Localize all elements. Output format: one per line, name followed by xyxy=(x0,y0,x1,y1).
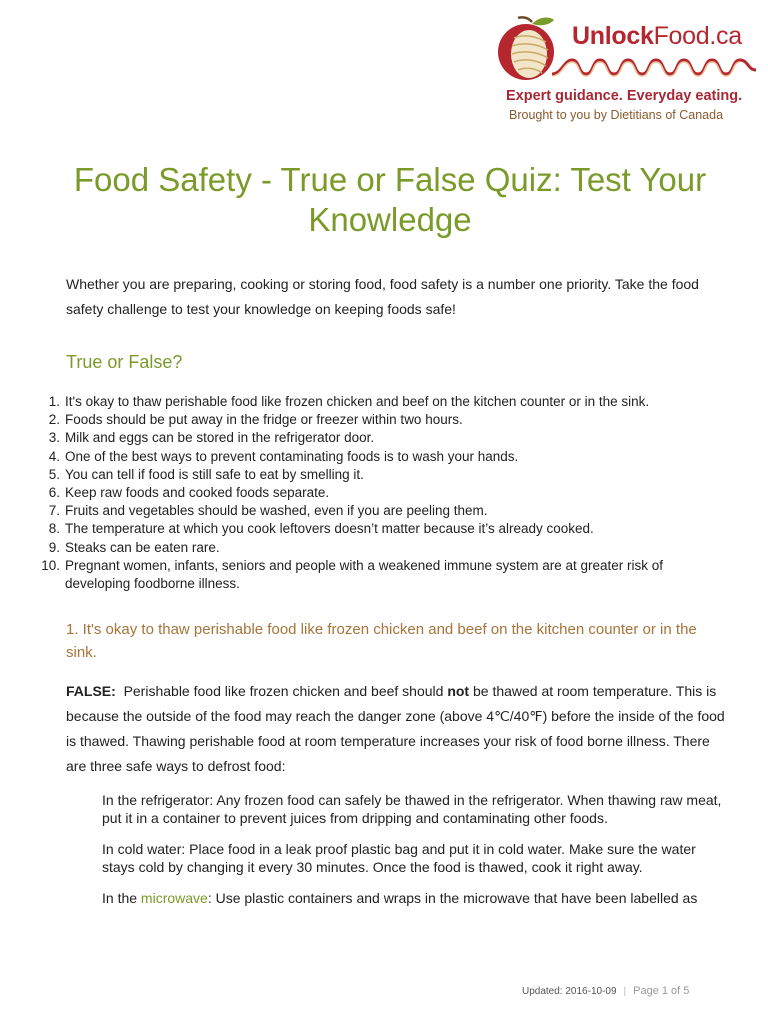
thaw-method-cold-water: In cold water: Place food in a leak proof plastic bag and put it in cold water. Make sure the water stays cold by changing it every 30 minutes. Once the food is thawed, cook it right away. xyxy=(102,841,696,875)
answer-verdict: FALSE: xyxy=(66,683,116,699)
list-item-number: 7. xyxy=(48,503,60,519)
page-number: Page 1 of 5 xyxy=(633,985,690,997)
list-item xyxy=(30,502,730,520)
section-heading: True or False? xyxy=(66,352,183,372)
list-item-text: Keep raw foods and cooked foods separate. xyxy=(65,485,330,501)
footer-separator: | xyxy=(623,986,627,997)
apple-peel-ribbon xyxy=(552,56,756,78)
list-item-number: 6. xyxy=(48,485,60,501)
list-item-number: 8. xyxy=(48,521,60,537)
list-item-number: 1. xyxy=(48,394,60,409)
logo-tagline: Expert guidance. Everyday eating. xyxy=(506,88,743,104)
logo-byline: Brought to you by Dietitians of Canada xyxy=(509,108,724,122)
intro-paragraph: Whether you are preparing, cooking or storing food, food safety is a number one priority. Take the food safety challenge to test your knowledge on keeping foods safe! xyxy=(66,276,699,317)
list-item-text: Foods should be put away in the fridge or freezer within two hours. xyxy=(65,412,463,428)
list-item-text: It's okay to thaw perishable food like frozen chicken and beef on the kitchen counter or in the sink. xyxy=(65,394,650,409)
list-item xyxy=(30,466,730,484)
unlockfood-logo[interactable] xyxy=(496,12,758,127)
list-item-number: 5. xyxy=(48,466,60,482)
list-item-number: 3. xyxy=(48,430,60,446)
list-item xyxy=(30,484,730,502)
answer-heading: 1. It's okay to thaw perishable food like frozen chicken and beef on the kitchen counter or in the sink. xyxy=(66,621,697,661)
list-item xyxy=(30,557,730,593)
list-item xyxy=(30,520,730,538)
list-item-text: Steaks can be eaten rare. xyxy=(65,539,220,555)
list-item-number: 9. xyxy=(48,539,60,555)
list-item-text: Fruits and vegetables should be washed, even if you are peeling them. xyxy=(65,503,488,519)
brand-name-part2: Food.ca xyxy=(653,22,742,50)
list-item-number: 4. xyxy=(48,448,60,464)
quiz-question-list xyxy=(30,393,730,593)
thaw-method-refrigerator: In the refrigerator: Any frozen food can safely be thawed in the refrigerator. When thawing raw meat, put it in a container to prevent juices from dripping and contaminating other foods. xyxy=(102,792,722,826)
list-item-number: 10. xyxy=(41,557,60,573)
answer-paragraph xyxy=(66,679,726,779)
thaw-method-microwave xyxy=(102,890,722,908)
method3-prefix: In the xyxy=(102,890,141,906)
method3-suffix: : Use plastic containers and wraps in the microwave that have been labelled as xyxy=(207,890,698,906)
list-item-number: 2. xyxy=(48,412,60,428)
list-item xyxy=(30,411,730,429)
list-item-text: You can tell if food is still safe to eat by smelling it. xyxy=(65,466,364,482)
list-item xyxy=(30,448,730,466)
list-item xyxy=(30,429,730,447)
answer-emphasis: not xyxy=(447,683,470,699)
list-item xyxy=(30,393,730,411)
answer-text-part1: Perishable food like frozen chicken and beef should xyxy=(123,683,448,699)
updated-date: Updated: 2016-10-09 xyxy=(522,986,617,997)
brand-name-part1: Unlock xyxy=(572,22,654,50)
brand-name xyxy=(572,22,742,51)
page-footer xyxy=(522,985,689,997)
page-title: Food Safety - True or False Quiz: Test Your Knowledge xyxy=(73,161,707,238)
answer-text-part2: be thawed at room temperature. This is because the outside of the food may reach the danger zone (above 4℃/40℉) before the inside of the food is thawed. Thawing perishable food at room temperature increases your risk of food borne illness. There are three safe ways to defrost food: xyxy=(66,683,725,774)
list-item-text: Milk and eggs can be stored in the refrigerator door. xyxy=(65,430,375,446)
list-item xyxy=(30,539,730,557)
microwave-link[interactable]: microwave xyxy=(140,890,208,906)
list-item-text: Pregnant women, infants, seniors and people with a weakened immune system are at greater risk of developing foodborne illness. xyxy=(65,557,664,592)
list-item-text: One of the best ways to prevent contaminating foods is to wash your hands. xyxy=(65,448,519,464)
list-item-text: The temperature at which you cook leftovers doesn’t matter because it’s already cooked. xyxy=(65,521,594,537)
